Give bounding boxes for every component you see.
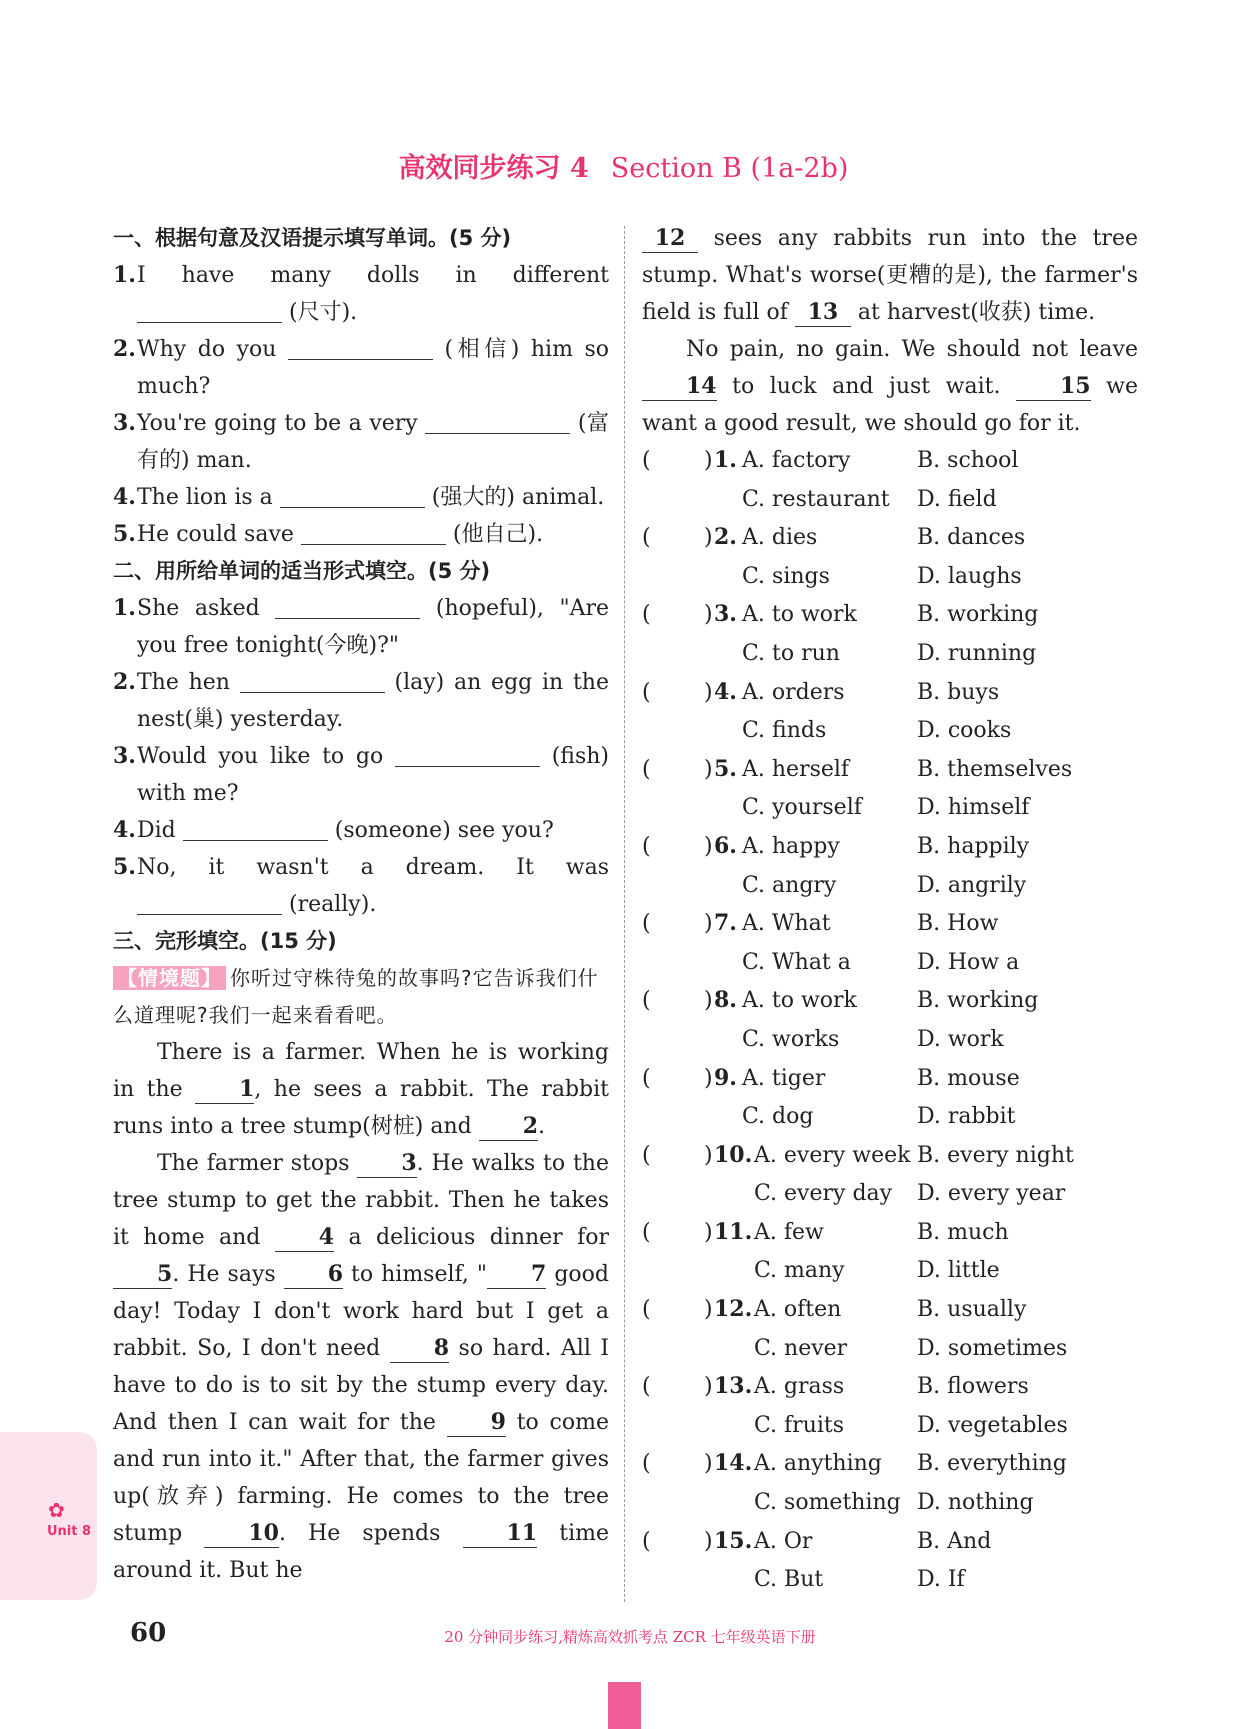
- answer-blank[interactable]: [301, 520, 446, 545]
- part1-heading: 一、根据句意及汉语提示填写单词。(5 分): [113, 226, 512, 250]
- passage-paragraph-3: [642, 331, 1138, 442]
- option-c[interactable]: C. restaurant: [742, 486, 890, 512]
- option-b[interactable]: B. buys: [917, 679, 1000, 705]
- part1-item: [113, 479, 609, 516]
- part2-item: [113, 664, 609, 738]
- question-number: 10.: [714, 1141, 753, 1168]
- passage-continued: [642, 220, 1138, 331]
- option-a[interactable]: A. to work: [742, 988, 857, 1014]
- part1-item: [113, 257, 609, 331]
- cloze-blank-11[interactable]: 11: [463, 1519, 538, 1548]
- option-row: [642, 674, 1138, 713]
- right-column: [642, 220, 1138, 1600]
- option-row: [642, 1484, 1138, 1523]
- option-row: [642, 982, 1138, 1021]
- part2-item: [113, 738, 609, 812]
- scenario-intro: [113, 960, 609, 1034]
- answer-blank[interactable]: [395, 742, 540, 767]
- option-c[interactable]: C. every day: [754, 1181, 893, 1207]
- option-a[interactable]: A. every week: [754, 1142, 911, 1168]
- answer-paren-close: ): [704, 1219, 713, 1245]
- cloze-blank-7[interactable]: 7: [487, 1260, 546, 1289]
- option-d[interactable]: D. cooks: [917, 718, 1012, 744]
- answer-paren-close: ): [704, 833, 713, 859]
- question-number: 13.: [714, 1373, 753, 1400]
- column-divider: [624, 226, 625, 1602]
- passage-text: to come and run into it." After that, the farmer gives up(放弃) farming. He comes to the tree stump: [113, 1410, 609, 1546]
- answer-blank[interactable]: [183, 816, 328, 841]
- option-c[interactable]: C. angry: [742, 872, 837, 898]
- option-row: [642, 481, 1138, 520]
- option-b[interactable]: B. everything: [917, 1451, 1067, 1477]
- passage-text: to himself, ": [351, 1262, 488, 1287]
- option-d[interactable]: D. vegetables: [917, 1412, 1068, 1438]
- answer-blank[interactable]: [280, 483, 425, 508]
- passage-text: . He says: [172, 1262, 276, 1287]
- option-row: [642, 1523, 1138, 1562]
- option-d[interactable]: D. rabbit: [917, 1104, 1016, 1130]
- part2-item: [113, 849, 609, 923]
- item-number: 1.: [113, 262, 136, 288]
- option-c[interactable]: C. fruits: [754, 1412, 845, 1438]
- answer-paren-close: ): [704, 756, 713, 782]
- options-list: [642, 442, 1138, 1600]
- option-d[interactable]: D. work: [917, 1026, 1004, 1052]
- item-number: 2.: [113, 669, 136, 695]
- option-b[interactable]: B. How: [917, 911, 999, 937]
- cloze-blank-8[interactable]: 8: [390, 1334, 449, 1363]
- passage-text: we want a good result, we should go for it.: [642, 374, 1138, 436]
- option-d[interactable]: D. little: [917, 1258, 1000, 1284]
- option-row: [642, 596, 1138, 635]
- cloze-blank-15[interactable]: 15: [1016, 372, 1091, 401]
- item-hint: (相信) him so much?: [137, 337, 610, 399]
- answer-paren-close: ): [704, 448, 713, 473]
- option-row: [642, 905, 1138, 944]
- option-b[interactable]: B. working: [917, 988, 1039, 1014]
- option-d[interactable]: D. field: [917, 486, 997, 512]
- option-c[interactable]: C. finds: [742, 718, 827, 744]
- option-d[interactable]: D. angrily: [917, 872, 1027, 898]
- option-b[interactable]: B. And: [917, 1528, 992, 1554]
- option-b[interactable]: B. school: [917, 448, 1019, 473]
- answer-paren-close: ): [704, 525, 713, 551]
- answer-paren-open: (: [642, 525, 651, 551]
- passage-text: at harvest(收获) time.: [857, 300, 1096, 325]
- page-title: [0, 146, 1247, 185]
- option-b[interactable]: B. working: [917, 602, 1039, 628]
- question-number: 1.: [714, 447, 737, 473]
- option-c[interactable]: C. dog: [742, 1104, 814, 1130]
- option-d[interactable]: D. If: [917, 1567, 965, 1593]
- option-a[interactable]: A. herself: [742, 756, 850, 782]
- unit-side-tab: [0, 1432, 97, 1600]
- scenario-tag: 【情境题】: [113, 966, 226, 990]
- answer-paren-open: (: [642, 911, 651, 937]
- item-text: Would you like to go: [137, 744, 384, 769]
- option-a[interactable]: A. tiger: [742, 1065, 826, 1091]
- option-c[interactable]: C. sings: [742, 563, 830, 589]
- question-number: 3.: [714, 601, 737, 628]
- question-number: 2.: [714, 524, 737, 551]
- answer-paren-close: ): [704, 1451, 713, 1477]
- item-text: The lion is a: [137, 485, 273, 510]
- item-text: You're going to be a very: [137, 411, 418, 436]
- passage-paragraph-2: [113, 1145, 609, 1589]
- passage-paragraph-1: [113, 1034, 609, 1145]
- passage-text: time around it. But he: [113, 1521, 610, 1583]
- item-number: 5.: [113, 521, 136, 547]
- answer-paren-open: (: [642, 1374, 651, 1400]
- option-row: [642, 558, 1138, 597]
- option-c[interactable]: C. yourself: [742, 795, 862, 821]
- option-d[interactable]: D. himself: [917, 795, 1030, 821]
- question-number: 15.: [714, 1527, 753, 1554]
- item-hint: (尺寸).: [289, 300, 358, 325]
- answer-blank[interactable]: [275, 594, 420, 619]
- answer-blank[interactable]: [288, 335, 433, 360]
- option-a[interactable]: A. happy: [742, 833, 840, 859]
- option-b[interactable]: B. flowers: [917, 1374, 1029, 1400]
- option-a[interactable]: A. orders: [742, 679, 845, 705]
- passage-text: No pain, no gain. We should not leave: [686, 337, 1138, 362]
- option-row: [642, 1252, 1138, 1291]
- option-b[interactable]: B. happily: [917, 833, 1030, 859]
- answer-paren-close: ): [704, 1374, 713, 1400]
- answer-paren-open: (: [642, 679, 651, 705]
- option-c[interactable]: C. works: [742, 1026, 840, 1052]
- answer-paren-open: (: [642, 1142, 651, 1168]
- option-row: [642, 1060, 1138, 1099]
- item-text: I have many dolls in different: [137, 263, 609, 288]
- answer-paren-open: (: [642, 1451, 651, 1477]
- option-row: [642, 712, 1138, 751]
- answer-paren-open: (: [642, 988, 651, 1014]
- option-row: [642, 1445, 1138, 1484]
- passage-text: sees any rabbits run into the tree stump. What's worse(更糟的是), the farmer's field is full of: [642, 226, 1138, 325]
- item-number: 3.: [113, 410, 136, 436]
- option-a[interactable]: A. often: [754, 1297, 842, 1323]
- option-a[interactable]: A. dies: [742, 525, 818, 551]
- option-row: [642, 519, 1138, 558]
- item-number: 1.: [113, 595, 136, 621]
- passage-text: to luck and just wait.: [732, 374, 1001, 399]
- answer-paren-close: ): [704, 1065, 713, 1091]
- option-row: [642, 635, 1138, 674]
- question-number: 7.: [714, 910, 737, 937]
- item-text: He could save: [137, 522, 294, 547]
- option-d[interactable]: D. laughs: [917, 563, 1022, 589]
- item-text: Why do you: [137, 337, 277, 362]
- passage-text: , he sees a rabbit. The rabbit runs into a tree stump(树桩) and: [113, 1077, 609, 1139]
- answer-paren-open: (: [642, 448, 651, 473]
- sheep-icon: ✿: [48, 1498, 65, 1522]
- item-number: 3.: [113, 743, 136, 769]
- part2-heading: 二、用所给单词的适当形式填空。(5 分): [113, 559, 491, 583]
- option-a[interactable]: A. anything: [754, 1451, 882, 1477]
- question-number: 5.: [714, 755, 737, 782]
- item-hint: (强大的) animal.: [431, 485, 605, 510]
- unit-label: Unit 8: [47, 1524, 92, 1539]
- option-d[interactable]: D. sometimes: [917, 1335, 1068, 1361]
- item-hint: (really).: [289, 892, 377, 917]
- option-b[interactable]: B. much: [917, 1219, 1009, 1245]
- cloze-blank-12[interactable]: 12: [642, 224, 698, 253]
- part1-item: [113, 331, 609, 405]
- passage-text: . He spends: [279, 1521, 441, 1546]
- option-c[interactable]: C. something: [754, 1490, 901, 1516]
- answer-paren-open: (: [642, 1065, 651, 1091]
- option-a[interactable]: A. factory: [742, 448, 851, 473]
- option-c[interactable]: C. never: [754, 1335, 848, 1361]
- option-row: [642, 828, 1138, 867]
- passage-text: good day! Today I don't work hard but I get a rabbit. So, I don't need: [113, 1262, 609, 1361]
- part1-item: [113, 405, 609, 479]
- question-number: 11.: [714, 1218, 753, 1245]
- answer-paren-open: (: [642, 1528, 651, 1554]
- option-a[interactable]: A. What: [742, 911, 831, 937]
- item-hint: (hopeful), "Are you free tonight(今晚)?": [137, 596, 610, 658]
- cloze-blank-4[interactable]: 4: [275, 1223, 334, 1252]
- option-row: [642, 1368, 1138, 1407]
- option-row: [642, 1098, 1138, 1137]
- answer-paren-open: (: [642, 602, 651, 628]
- item-number: 2.: [113, 336, 136, 362]
- cloze-blank-5[interactable]: 5: [113, 1260, 172, 1289]
- item-text: She asked: [137, 596, 260, 621]
- option-row: [642, 751, 1138, 790]
- option-b[interactable]: B. themselves: [917, 756, 1073, 782]
- answer-paren-close: ): [704, 1297, 713, 1323]
- option-row: [642, 1407, 1138, 1446]
- option-b[interactable]: B. every night: [917, 1142, 1074, 1168]
- option-row: [642, 1214, 1138, 1253]
- option-a[interactable]: A. grass: [754, 1374, 845, 1400]
- option-d[interactable]: D. every year: [917, 1181, 1066, 1207]
- answer-paren-open: (: [642, 1219, 651, 1245]
- option-row: [642, 1175, 1138, 1214]
- answer-blank[interactable]: [425, 409, 570, 434]
- item-number: 5.: [113, 854, 136, 880]
- answer-blank[interactable]: [137, 298, 282, 323]
- option-b[interactable]: B. usually: [917, 1297, 1027, 1323]
- title-main: 高效同步练习 4: [398, 153, 589, 184]
- answer-paren-close: ): [704, 988, 713, 1014]
- item-text: No, it wasn't a dream. It was: [137, 855, 609, 880]
- option-row: [642, 789, 1138, 828]
- question-number: 8.: [714, 987, 737, 1014]
- answer-paren-close: ): [704, 1142, 713, 1168]
- item-text: The hen: [137, 670, 230, 695]
- cloze-blank-1[interactable]: 1: [195, 1075, 254, 1104]
- cloze-blank-10[interactable]: 10: [204, 1519, 279, 1548]
- footer-text: 20 分钟同步练习,精炼高效抓考点 ZCR 七年级英语下册: [444, 1628, 816, 1646]
- passage-text: . He walks to the tree stump to get the rabbit. Then he takes it home and: [113, 1151, 609, 1250]
- option-row: [642, 1021, 1138, 1060]
- answer-paren-open: (: [642, 1297, 651, 1323]
- option-c[interactable]: C. What a: [742, 949, 851, 975]
- passage-text: a delicious dinner for: [348, 1225, 610, 1250]
- left-column: [113, 220, 609, 1589]
- cloze-blank-13[interactable]: 13: [795, 298, 851, 327]
- cloze-blank-3[interactable]: 3: [357, 1149, 416, 1178]
- option-row: [642, 1137, 1138, 1176]
- item-hint: (fish) with me?: [137, 744, 610, 806]
- answer-paren-close: ): [704, 679, 713, 705]
- answer-paren-open: (: [642, 833, 651, 859]
- question-number: 12.: [714, 1296, 753, 1323]
- option-row: [642, 442, 1138, 481]
- page-number: 60: [130, 1618, 167, 1648]
- option-c[interactable]: C. to run: [742, 640, 840, 666]
- passage-text: so hard. All I have to do is to sit by the stump every day. And then I can wait for the: [113, 1336, 610, 1435]
- item-hint: (someone) see you?: [334, 818, 554, 843]
- item-hint: (lay) an egg in the nest(巢) yesterday.: [137, 670, 609, 732]
- question-number: 4.: [714, 678, 737, 705]
- option-a[interactable]: A. to work: [742, 602, 857, 628]
- option-row: [642, 944, 1138, 983]
- option-b[interactable]: B. dances: [917, 525, 1026, 551]
- option-row: [642, 1291, 1138, 1330]
- cloze-blank-14[interactable]: 14: [642, 372, 717, 401]
- part2-item: [113, 590, 609, 664]
- option-row: [642, 1330, 1138, 1369]
- answer-paren-open: (: [642, 756, 651, 782]
- question-number: 14.: [714, 1450, 753, 1477]
- passage-text: There is a farmer. When he is working in the: [113, 1040, 609, 1102]
- title-section: Section B (1a-2b): [610, 153, 849, 184]
- option-row: [642, 1561, 1138, 1600]
- item-hint: (他自己).: [452, 522, 544, 547]
- item-text: Did: [137, 818, 176, 843]
- question-number: 9.: [714, 1064, 737, 1091]
- item-hint: (富有的) man.: [137, 411, 609, 473]
- cloze-blank-9[interactable]: 9: [447, 1408, 506, 1437]
- answer-paren-close: ): [704, 1528, 713, 1554]
- question-number: 6.: [714, 832, 737, 859]
- option-c[interactable]: C. many: [754, 1258, 845, 1284]
- option-d[interactable]: D. nothing: [917, 1490, 1034, 1516]
- cloze-blank-6[interactable]: 6: [284, 1260, 343, 1289]
- item-number: 4.: [113, 484, 136, 510]
- answer-blank[interactable]: [137, 890, 282, 915]
- answer-paren-close: ): [704, 911, 713, 937]
- item-number: 4.: [113, 817, 136, 843]
- answer-blank[interactable]: [240, 668, 385, 693]
- page-edge-marker: [608, 1682, 641, 1729]
- option-b[interactable]: B. mouse: [917, 1065, 1020, 1091]
- option-a[interactable]: A. Or: [754, 1528, 813, 1554]
- passage-text: The farmer stops: [157, 1151, 350, 1176]
- option-d[interactable]: D. running: [917, 640, 1037, 666]
- option-c[interactable]: C. But: [754, 1567, 824, 1593]
- part2-item: [113, 812, 609, 849]
- option-a[interactable]: A. few: [754, 1219, 824, 1245]
- part1-item: [113, 516, 609, 553]
- cloze-blank-2[interactable]: 2: [479, 1112, 538, 1141]
- option-d[interactable]: D. How a: [917, 949, 1020, 975]
- option-row: [642, 867, 1138, 906]
- scenario-text: 你听过守株待兔的故事吗?它告诉我们什么道理呢?我们一起来看看吧。: [113, 966, 599, 1027]
- part3-heading: 三、完形填空。(15 分): [113, 929, 337, 953]
- answer-paren-close: ): [704, 602, 713, 628]
- passage-text: .: [538, 1114, 546, 1139]
